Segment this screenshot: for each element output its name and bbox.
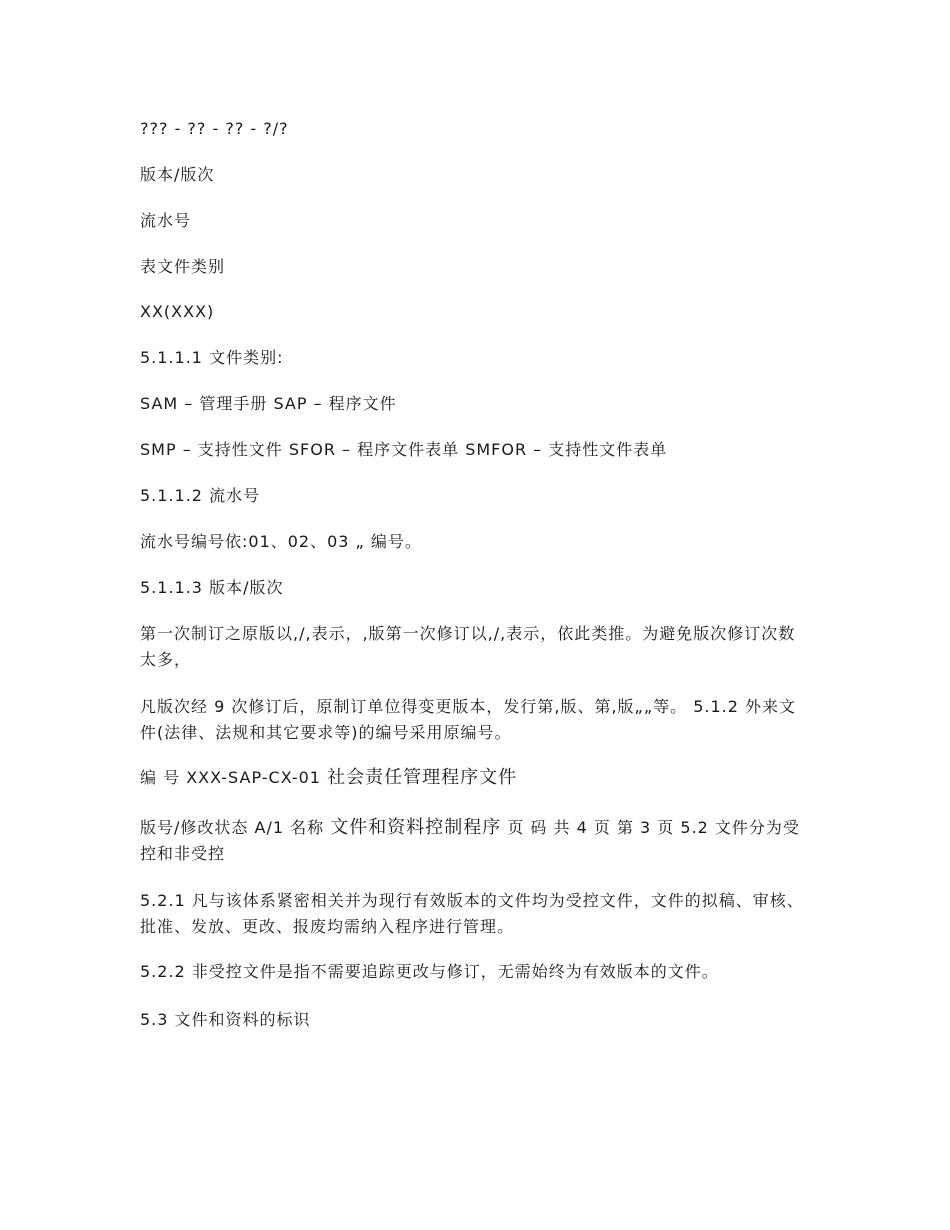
label-code-format: XX(XXX) [140, 302, 215, 321]
category-list-1: SAM – 管理手册 SAP – 程序文件 [140, 394, 397, 413]
serial-number-rule: 流水号编号依:01、02、03 „ 编号。 [140, 532, 422, 551]
version-status-value: A/1 [254, 818, 285, 837]
doc-number-label: 编 号 [140, 768, 181, 787]
doc-number-value: XXX-SAP-CX-01 [186, 768, 321, 787]
label-serial-number: 流水号 [140, 211, 192, 230]
version-rule-paragraph: 第一次制订之原版以,/,表示，,版第一次修订以,/,表示，依此类推。为避免版次修订次数太多， [140, 624, 796, 669]
section-5-2-text: 5.2 文件分为受控和非受控 [140, 818, 800, 863]
name-value: 文件和资料控制程序 [330, 817, 502, 838]
category-list-2: SMP – 支持性文件 SFOR – 程序文件表单 SMFOR – 支持性文件表单 [140, 440, 668, 459]
doc-code-pattern: ??? - ?? - ?? - ?/? [140, 119, 289, 138]
label-version: 版本/版次 [140, 165, 215, 184]
section-5-1-1-3-heading: 5.1.1.3 版本/版次 [140, 578, 284, 597]
page-value: 共 4 页 第 3 页 [553, 818, 675, 837]
section-5-2-2-paragraph: 5.2.2 非受控文件是指不需要追踪更改与修订，无需始终为有效版本的文件。 [140, 962, 719, 981]
doc-title: 社会责任管理程序文件 [327, 767, 518, 788]
section-5-1-1-1-heading: 5.1.1.1 文件类别: [140, 348, 284, 367]
label-file-category: 表文件类别 [140, 257, 226, 276]
version-change-paragraph: 凡版次经 9 次修订后，原制订单位得变更版本，发行第,版、第,版„„等。 5.1.2 外来文件(法律、法规和其它要求等)的编号采用原编号。 [140, 697, 796, 742]
doc-header-info-row [140, 815, 812, 867]
name-label: 名称 [290, 818, 325, 837]
section-5-2-1-paragraph: 5.2.1 凡与该体系紧密相关并为现行有效版本的文件均为受控文件，文件的拟稿、审核、批准、发放、更改、报废均需纳入程序进行管理。 [140, 891, 804, 936]
version-status-label: 版号/修改状态 [140, 818, 249, 837]
section-5-3-heading: 5.3 文件和资料的标识 [140, 1010, 311, 1029]
doc-header-number-row [140, 765, 812, 791]
section-5-1-1-2-heading: 5.1.1.2 流水号 [140, 486, 261, 505]
page-label: 页 码 [507, 818, 548, 837]
